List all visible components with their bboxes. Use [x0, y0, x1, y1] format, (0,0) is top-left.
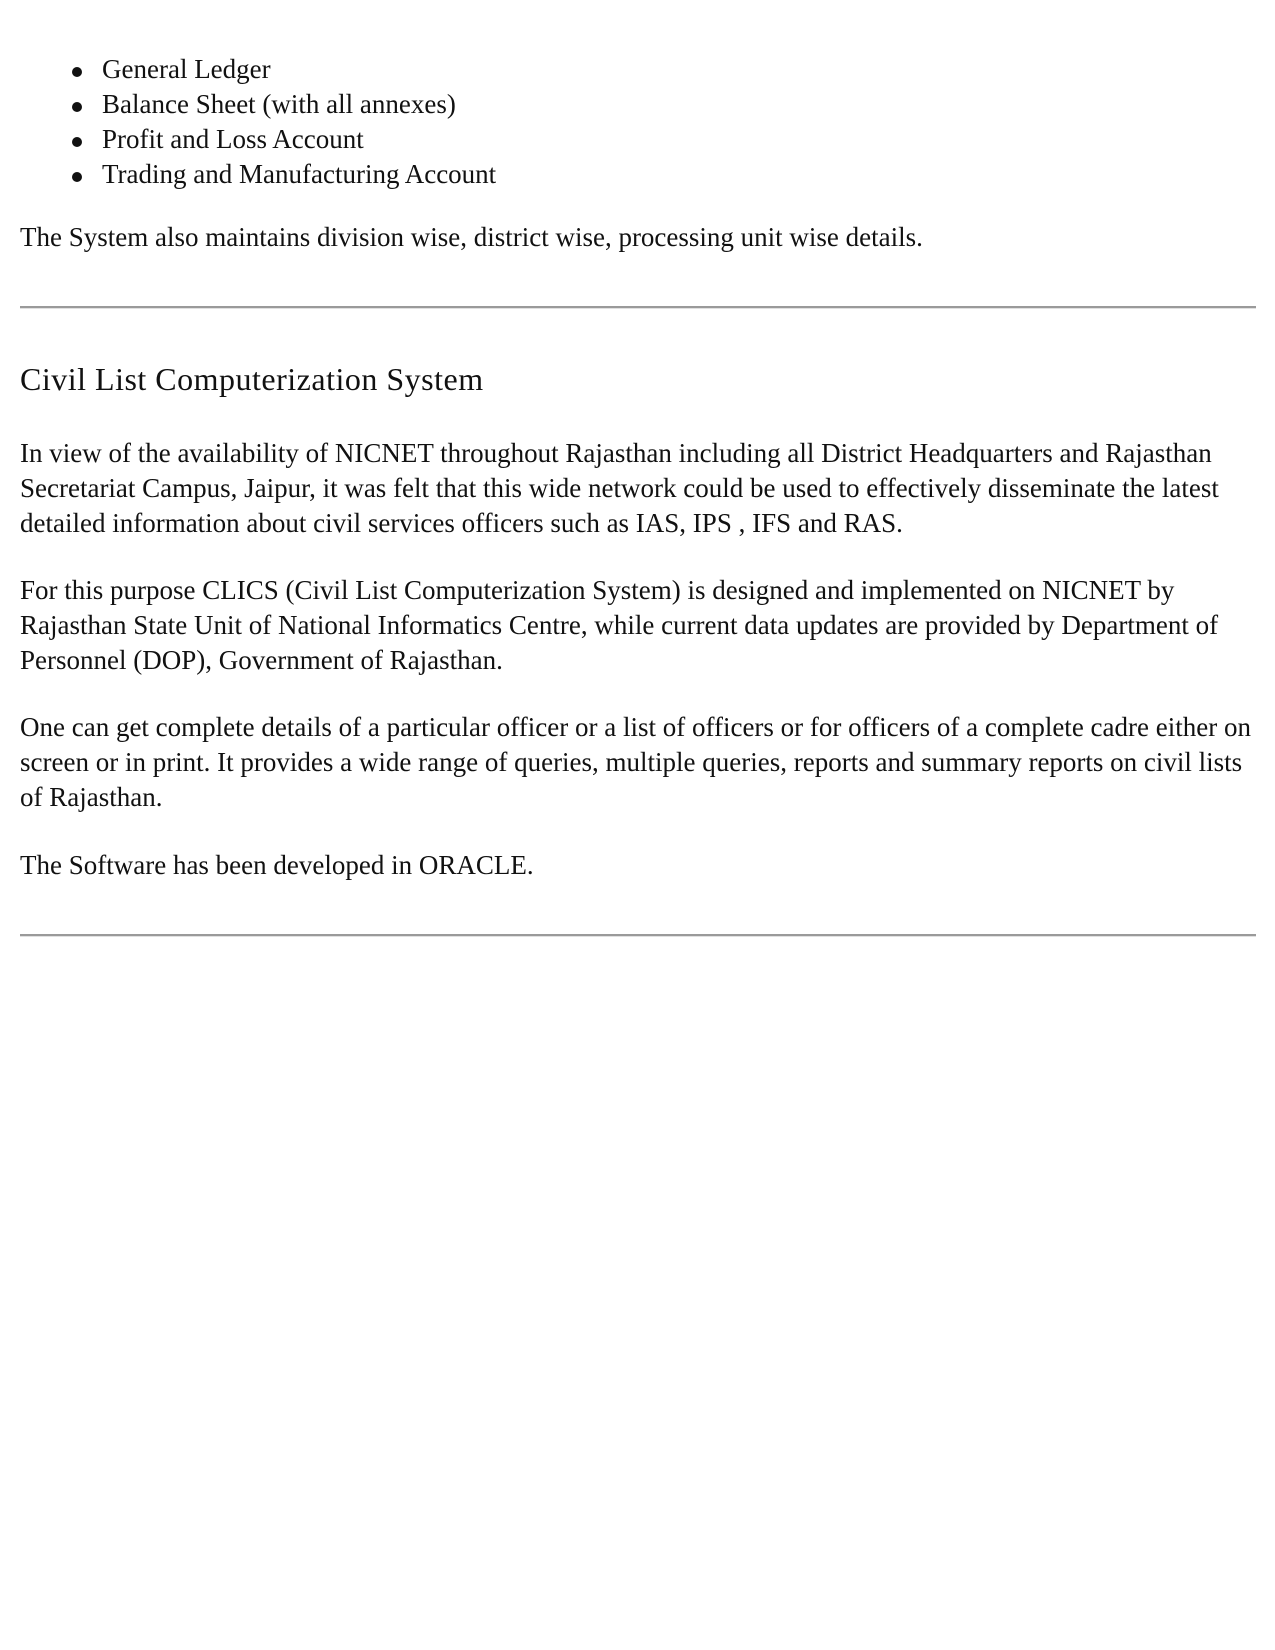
list-item [72, 52, 496, 87]
section-paragraph: One can get complete details of a particular officer or a list of officers or for officers of a complete cadre either on screen or in print. It provides a wide range of queries, multiple queries, reports and summary reports on civil lists of Rajasthan. [20, 712, 1251, 812]
bullet-icon [72, 137, 82, 147]
list-item-text: Trading and Manufacturing Account [102, 159, 497, 189]
section-paragraph: The Software has been developed in ORACLE. [20, 850, 534, 880]
list-item-text: Profit and Loss Account [102, 124, 364, 154]
bullet-icon [72, 172, 82, 182]
horizontal-divider [20, 306, 1256, 309]
intro-paragraph: The System also maintains division wise, district wise, processing unit wise details. [20, 222, 923, 252]
list-item [72, 87, 496, 122]
section-paragraph: For this purpose CLICS (Civil List Computerization System) is designed and implemented on NICNET by Rajasthan State Unit of National Informatics Centre, while current data updates are provided by Department of Personnel (DOP), Government of Rajasthan. [20, 575, 1219, 675]
section-paragraph: In view of the availability of NICNET throughout Rajasthan including all District Headquarters and Rajasthan Secretariat Campus, Jaipur, it was felt that this wide network could be used to effectively disseminate the latest detailed information about civil services officers such as IAS, IPS , IFS and RAS. [20, 438, 1219, 538]
section-title: Civil List Computerization System [20, 361, 484, 397]
list-item-text: General Ledger [102, 54, 271, 84]
report-list [72, 52, 496, 192]
horizontal-divider [20, 934, 1256, 937]
list-item-text: Balance Sheet (with all annexes) [102, 89, 456, 119]
list-item [72, 122, 496, 157]
bullet-icon [72, 67, 82, 77]
bullet-icon [72, 102, 82, 112]
list-item [72, 157, 496, 192]
